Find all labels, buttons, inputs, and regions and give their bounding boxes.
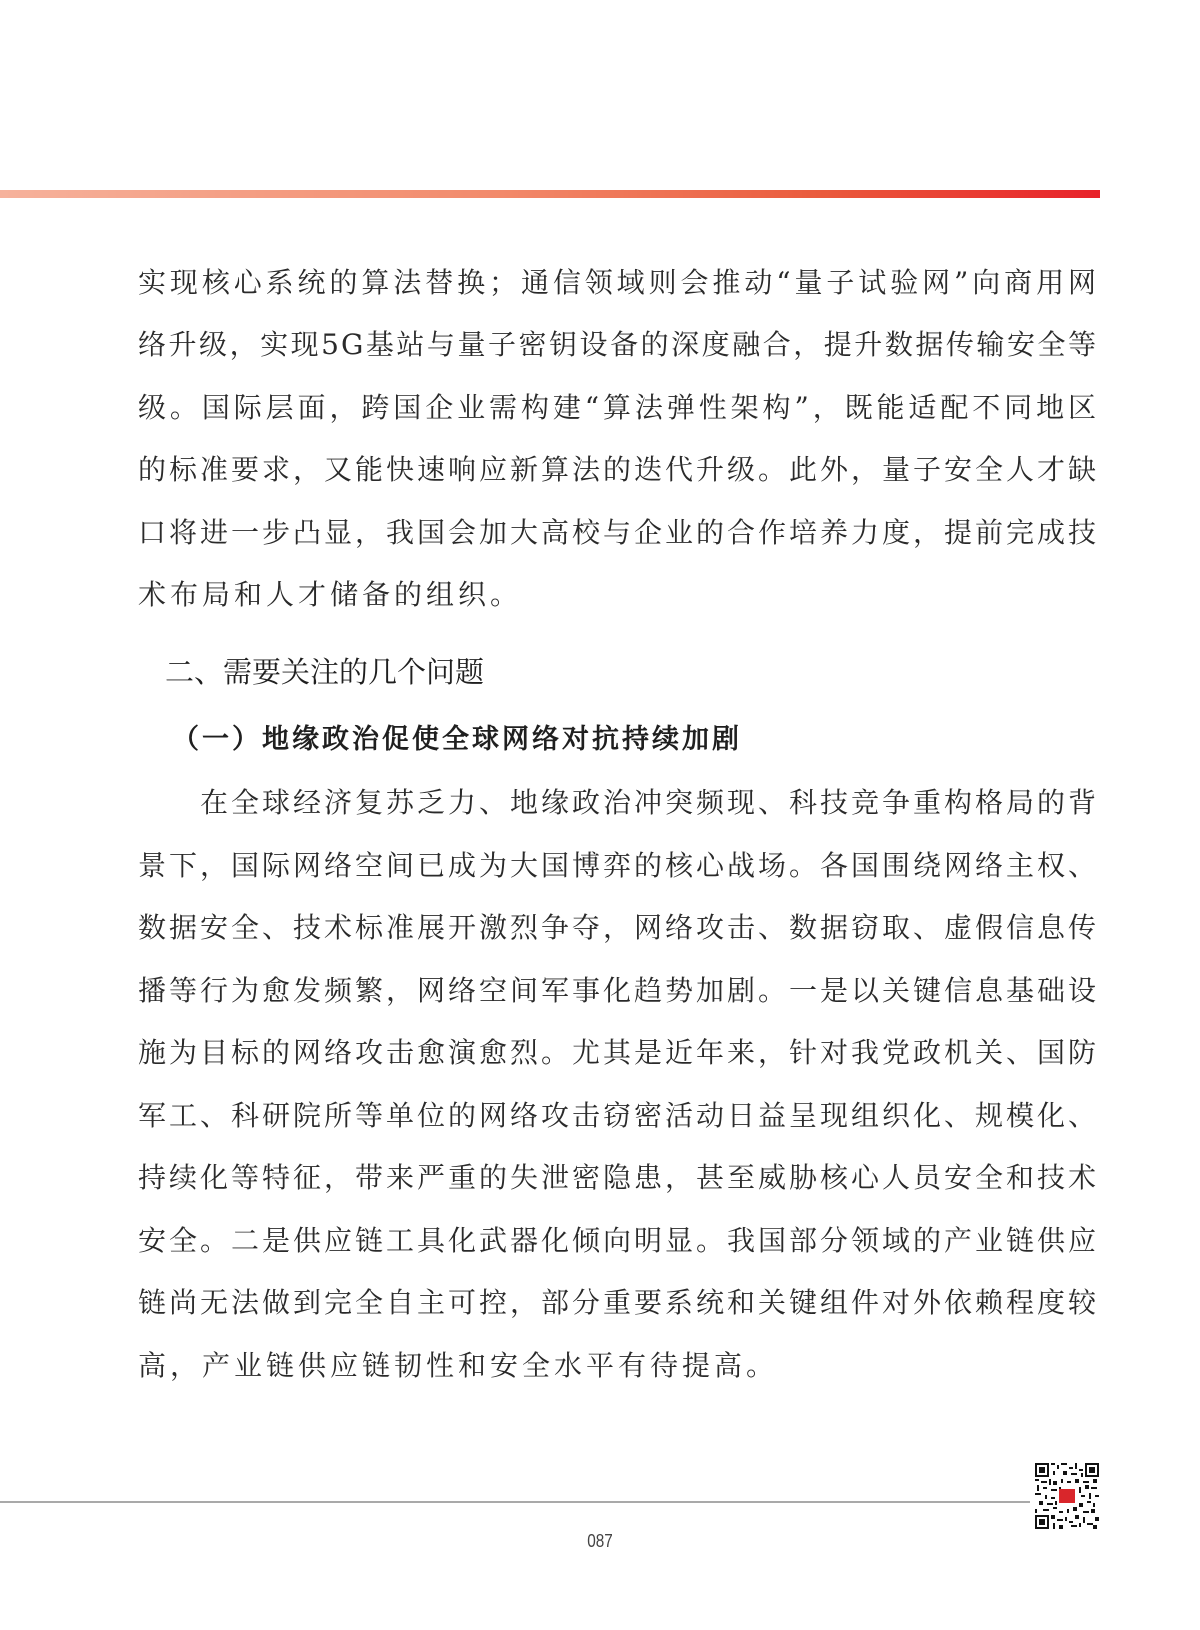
text-line: 军工、科研院所等单位的网络攻击窃密活动日益呈现组织化、规模化、	[138, 1099, 1098, 1132]
text-line: 链尚无法做到完全自主可控，部分重要系统和关键组件对外依赖程度较	[138, 1286, 1098, 1319]
text-line: 口将进一步凸显，我国会加大高校与企业的合作培养力度，提前完成技	[138, 516, 1098, 549]
text-line: 的标准要求，又能快速响应新算法的迭代升级。此外，量子安全人才缺	[138, 453, 1098, 486]
qr-code-icon[interactable]	[1035, 1463, 1099, 1529]
text-line: 在全球经济复苏乏力、地缘政治冲突频现、科技竞争重构格局的背	[200, 786, 1098, 819]
text-line: 施为目标的网络攻击愈演愈烈。尤其是近年来，针对我党政机关、国防	[138, 1036, 1098, 1069]
header-accent-bar	[0, 190, 1100, 198]
text-line: 播等行为愈发频繁，网络空间军事化趋势加剧。一是以关键信息基础设	[138, 974, 1098, 1007]
text-line: 络升级，实现5G基站与量子密钥设备的深度融合，提升数据传输安全等	[138, 328, 1098, 361]
text-line: 数据安全、技术标准展开激烈争夺，网络攻击、数据窃取、虚假信息传	[138, 911, 1098, 944]
footer-divider	[0, 1501, 1030, 1503]
text-line: 持续化等特征，带来严重的失泄密隐患，甚至威胁核心人员安全和技术	[138, 1161, 1098, 1194]
text-line: 安全。二是供应链工具化武器化倾向明显。我国部分领域的产业链供应	[138, 1224, 1098, 1257]
page-number: 087	[587, 1531, 613, 1551]
text-line: 术布局和人才储备的组织。	[138, 578, 523, 611]
subsection-heading: （一）地缘政治促使全球网络对抗持续加剧	[172, 724, 742, 755]
text-line: 高，产业链供应链韧性和安全水平有待提高。	[138, 1349, 779, 1382]
text-line: 景下，国际网络空间已成为大国博弈的核心战场。各国围绕网络主权、	[138, 849, 1098, 882]
text-line: 实现核心系统的算法替换；通信领域则会推动“量子试验网”向商用网	[138, 266, 1098, 299]
section-heading: 二、需要关注的几个问题	[165, 655, 485, 689]
text-line: 级。国际层面，跨国企业需构建“算法弹性架构”，既能适配不同地区	[138, 391, 1098, 424]
